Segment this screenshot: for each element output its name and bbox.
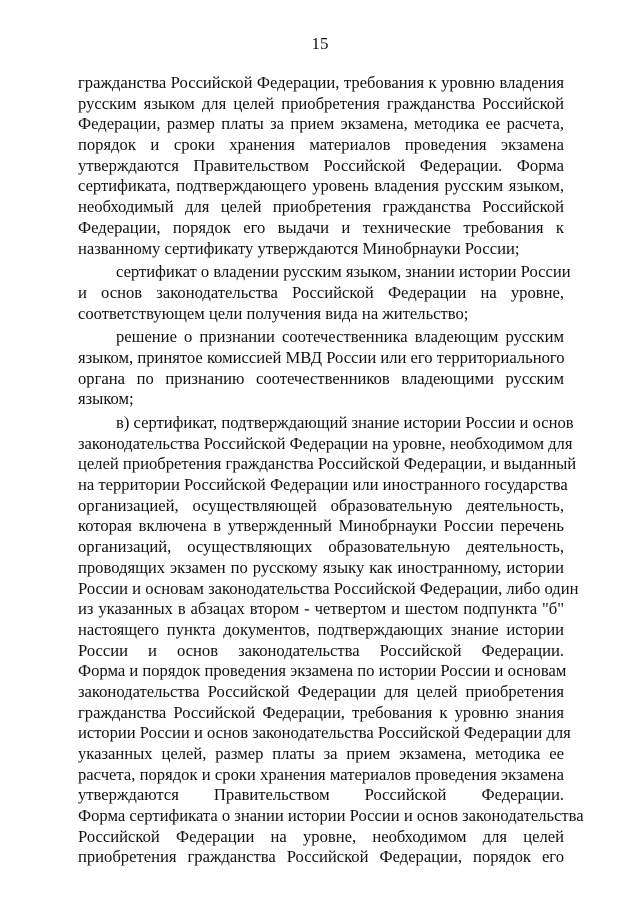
text-line: Федерации, размер платы за прием экзамена, методика ее расчета, <box>78 114 564 134</box>
document-text <box>78 73 584 871</box>
text-line: законодательства Российской Федерации на уровне, необходимом для <box>78 433 573 453</box>
text-line: Форма сертификата о знании истории России и основ законодательства <box>78 806 584 826</box>
text-line: порядок и сроки хранения материалов проведения экзамена <box>78 135 564 155</box>
text-line: на территории Российской Федерации или иностранного государства <box>78 475 568 495</box>
text-line: и основ законодательства Российской Федерации на уровне, <box>78 282 564 302</box>
paragraph <box>78 327 564 410</box>
text-line: сертификата, подтверждающего уровень владения русским языком, <box>78 176 564 196</box>
text-line: Российской Федерации на уровне, необходимом для целей <box>78 826 564 846</box>
paragraph <box>78 73 564 259</box>
text-line: настоящего пункта документов, подтверждающих знание истории <box>78 619 564 639</box>
paragraph <box>78 262 571 324</box>
text-line: проводящих экзамен по русскому языку как иностранному, истории <box>78 557 564 577</box>
text-line: гражданства Российской Федерации, требования к уровню владения <box>78 73 564 92</box>
text-line: языком; <box>78 389 134 409</box>
text-line: соответствующем цели получения вида на жительство; <box>78 303 469 323</box>
text-line: указанных целей, размер платы за прием экзамена, методика ее <box>78 744 564 763</box>
text-line: языком, принятое комиссией МВД России или его территориального <box>78 347 565 367</box>
text-line: которая включена в утвержденный Минобрнауки России перечень <box>78 516 564 536</box>
text-line: целей приобретения гражданства Российской Федерации, и выданный <box>78 454 577 474</box>
paragraph <box>78 413 584 868</box>
text-line: из указанных в абзацах втором - четвертом и шестом подпункта "б" <box>78 599 564 619</box>
text-line: русским языком для целей приобретения гражданства Российской <box>78 93 564 113</box>
text-line: решение о признании соотечественника владеющим русским <box>116 327 564 347</box>
text-line: утверждаются Правительством Российской Федерации. Форма <box>78 155 564 175</box>
text-line: органа по признанию соотечественников владеющими русским <box>78 368 564 388</box>
text-line: расчета, порядок и сроки хранения материалов проведения экзамена <box>78 764 564 784</box>
text-line: в) сертификат, подтверждающий знание истории России и основ <box>116 413 574 432</box>
text-line: России и основ законодательства Российской Федерации. <box>78 640 564 660</box>
text-line: гражданства Российской Федерации, требования к уровню знания <box>78 702 564 722</box>
text-line: России и основам законодательства Российской Федерации, либо один <box>78 578 579 598</box>
page-number: 15 <box>311 34 329 53</box>
text-line: приобретения гражданства Российской Федерации, порядок его <box>78 847 564 867</box>
text-line: сертификат о владении русским языком, знании истории России <box>116 262 571 282</box>
text-line: названному сертификату утверждаются Минобрнауки России; <box>78 238 520 258</box>
text-line: утверждаются Правительством Российской Федерации. <box>78 785 564 805</box>
text-line: организацией, осуществляющей образовательную деятельность, <box>78 495 564 515</box>
text-line: законодательства Российской Федерации для целей приобретения <box>78 681 564 701</box>
text-line: Федерации, порядок его выдачи и технические требования к <box>78 217 564 237</box>
text-line: истории России и основ законодательства Российской Федерации для <box>78 723 571 743</box>
text-line: необходимый для целей приобретения гражданства Российской <box>78 197 564 217</box>
text-line: Форма и порядок проведения экзамена по истории России и основам <box>78 661 567 681</box>
text-line: организаций, осуществляющих образовательную деятельность, <box>78 537 564 557</box>
